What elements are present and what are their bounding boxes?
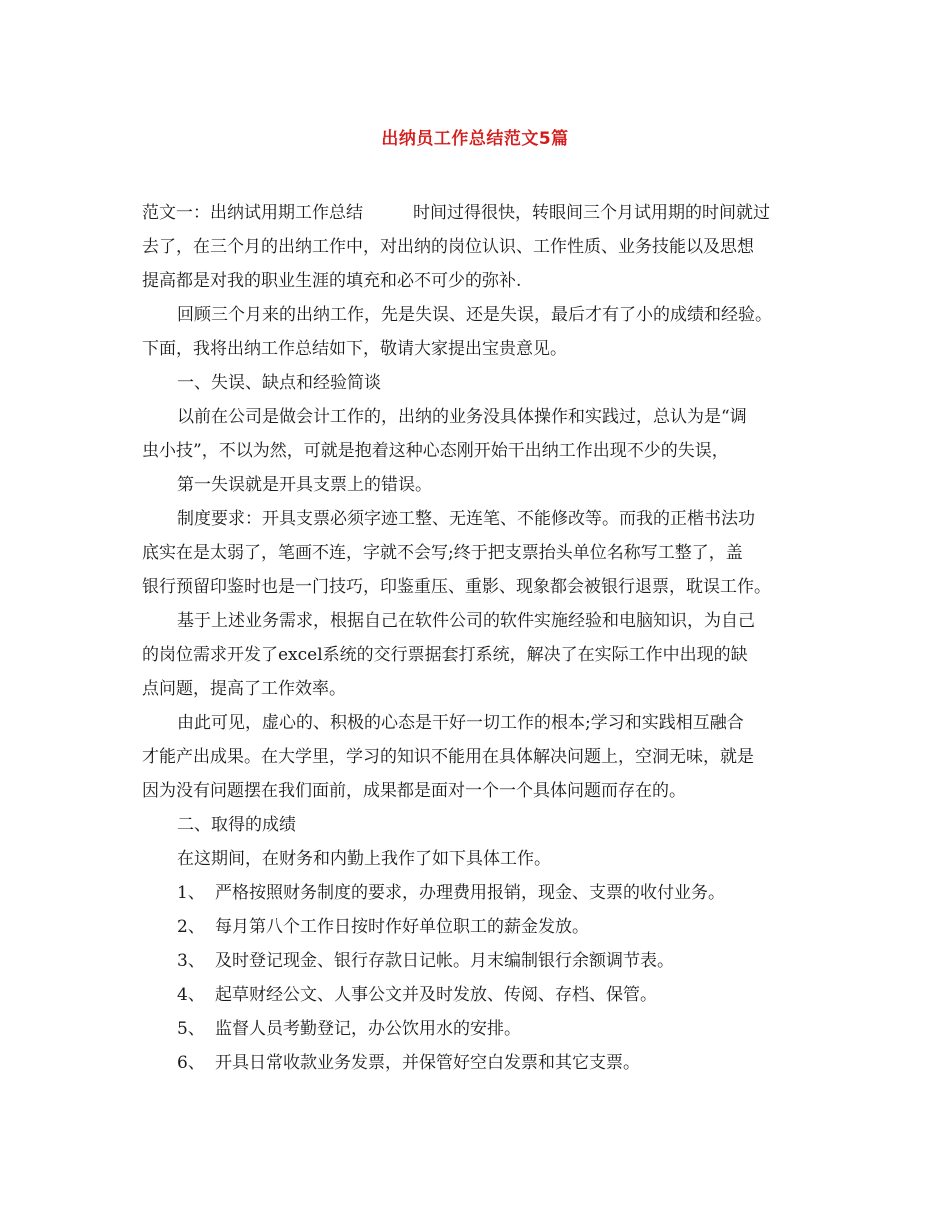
list-text: 监督人员考勤登记，办公饮用水的安排。 (215, 1019, 521, 1039)
list-item (142, 1046, 822, 1080)
paragraph-line: 虫小技”，不以为然，可就是抱着这种心态刚开始干出纳工作出现不少的失误， (142, 441, 729, 461)
list-number: 1、 (177, 883, 205, 903)
document-title: 出纳员工作总结范文5篇 (381, 129, 569, 149)
paragraph-line: 点问题，提高了工作效率。 (142, 679, 346, 699)
list-item (142, 944, 822, 978)
paragraph-line: 第一失误就是开具支票上的错误。 (177, 475, 432, 495)
paragraph-line: 在这期间，在财务和内勤上我作了如下具体工作。 (177, 849, 551, 869)
list-text: 每月第八个工作日按时作好单位职工的薪金发放。 (215, 917, 589, 937)
list-text: 严格按照财务制度的要求，办理费用报销，现金、支票的收付业务。 (215, 883, 725, 903)
list-number: 4、 (177, 985, 205, 1005)
paragraph-line: 以前在公司是做会计工作的，出纳的业务没具体操作和实践过，总认为是“调 (177, 407, 747, 427)
list-number: 2、 (177, 917, 205, 937)
section-heading: 二、取得的成绩 (177, 815, 296, 835)
paragraph-line: 回顾三个月来的出纳工作，先是失误、还是失误，最后才有了小的成绩和经验。 (177, 305, 772, 325)
list-text: 起草财经公文、人事公文并及时发放、传阅、存档、保管。 (215, 985, 657, 1005)
list-item (142, 876, 822, 910)
paragraph-line: 提高都是对我的职业生涯的填充和必不可少的弥补. (142, 271, 522, 291)
list-text: 及时登记现金、银行存款日记帐。月末编制银行余额调节表。 (215, 951, 674, 971)
paragraph-line: 制度要求：开具支票必须字迹工整、无连笔、不能修改等。而我的正楷书法功 (177, 509, 755, 529)
paragraph-line: 下面，我将出纳工作总结如下，敬请大家提出宝贵意见。 (142, 339, 567, 359)
paragraph-line: 的岗位需求开发了excel系统的交行票据套打系统，解决了在实际工作中出现的缺 (142, 645, 748, 665)
list-number: 3、 (177, 951, 205, 971)
paragraph-line: 因为没有问题摆在我们面前，成果都是面对一个一个具体问题而存在的。 (142, 781, 686, 801)
section-heading: 一、失误、缺点和经验简谈 (177, 373, 381, 393)
article-heading: 范文一：出纳试用期工作总结 (142, 203, 363, 223)
list-text: 开具日常收款业务发票，并保管好空白发票和其它支票。 (215, 1053, 640, 1073)
document-body (142, 196, 822, 1080)
paragraph-line: 去了，在三个月的出纳工作中，对出纳的岗位认识、工作性质、业务技能以及思想 (142, 237, 754, 257)
list-number: 5、 (177, 1019, 205, 1039)
list-item (142, 978, 822, 1012)
paragraph-line: 由此可见，虚心的、积极的心态是干好一切工作的根本;学习和实践相互融合 (177, 713, 744, 733)
list-number: 6、 (177, 1053, 205, 1073)
paragraph-line (142, 196, 822, 230)
paragraph-line: 底实在是太弱了，笔画不连，字就不会写;终于把支票抬头单位名称写工整了，盖 (142, 543, 743, 563)
paragraph-line: 银行预留印鉴时也是一门技巧，印鉴重压、重影、现象都会被银行退票，耽误工作。 (142, 577, 771, 597)
list-item (142, 1012, 822, 1046)
list-item (142, 910, 822, 944)
paragraph-line: 基于上述业务需求，根据自己在软件公司的软件实施经验和电脑知识，为自己 (177, 611, 755, 631)
paragraph-line: 才能产出成果。在大学里，学习的知识不能用在具体解决问题上，空洞无味，就是 (142, 747, 754, 767)
paragraph-text: 时间过得很快，转眼间三个月试用期的时间就过 (413, 203, 770, 223)
